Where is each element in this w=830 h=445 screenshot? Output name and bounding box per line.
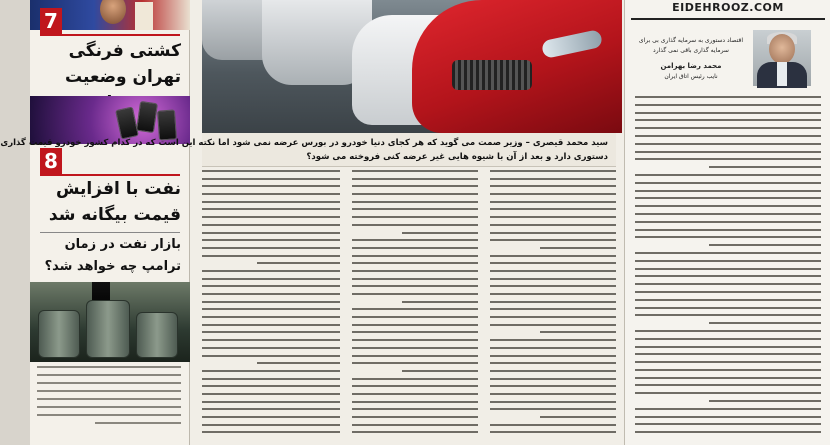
text-line <box>352 285 478 287</box>
text-line <box>202 224 340 226</box>
text-line <box>635 229 821 231</box>
text-line <box>202 378 340 380</box>
text-line <box>635 416 821 418</box>
text-line <box>352 255 478 257</box>
article-columns <box>202 170 616 445</box>
text-line <box>635 143 821 145</box>
text-line <box>37 398 181 400</box>
author-name: محمد رضا بهرامن <box>660 62 722 70</box>
headline-oil-price[interactable]: نفت با افزایش قیمت بیگانه شد <box>48 179 181 225</box>
text-line <box>352 216 478 218</box>
text-line <box>202 247 340 249</box>
wrestler-figure <box>100 0 126 24</box>
text-line <box>635 158 821 160</box>
text-line <box>352 262 478 264</box>
text-line <box>635 260 821 262</box>
text-line <box>635 330 821 332</box>
text-line <box>490 239 616 241</box>
text-line <box>490 393 616 395</box>
text-line <box>202 239 340 241</box>
text-line <box>635 423 821 425</box>
text-line <box>635 338 821 340</box>
text-line <box>635 119 821 121</box>
text-line <box>352 316 478 318</box>
text-line <box>635 190 821 192</box>
text-line <box>202 355 340 357</box>
text-line <box>352 178 478 180</box>
text-line <box>490 255 616 257</box>
text-line <box>37 374 181 376</box>
text-line <box>352 193 478 195</box>
text-line <box>635 291 821 293</box>
page-number-badge: 7 <box>40 8 62 34</box>
page-number-badge: 8 <box>40 148 62 174</box>
text-line <box>352 293 478 295</box>
oil-barrels-photo <box>30 282 190 362</box>
text-line <box>352 393 478 395</box>
text-line <box>352 239 478 241</box>
sidebar-body-text <box>37 366 181 430</box>
opinion-headline: اقتصاد دستوری به سرمایه گذاری بی برای سرمایه گذاری باقی نمی گذارد <box>638 37 744 54</box>
text-line <box>202 347 340 349</box>
text-line <box>490 208 616 210</box>
text-line <box>202 331 340 333</box>
photo-caption <box>0 133 616 167</box>
text-line <box>352 208 478 210</box>
text-line <box>352 201 478 203</box>
text-line <box>202 301 340 303</box>
text-line <box>635 205 821 207</box>
text-line <box>202 216 340 218</box>
text-line <box>490 193 616 195</box>
text-line <box>490 201 616 203</box>
text-line <box>635 307 821 309</box>
text-line <box>257 362 340 364</box>
text-line <box>635 197 821 199</box>
text-line <box>635 127 821 129</box>
text-line <box>352 424 478 426</box>
text-line <box>490 401 616 403</box>
text-line <box>635 408 821 410</box>
text-line <box>490 316 616 318</box>
text-line <box>202 170 340 172</box>
text-line <box>202 339 340 341</box>
text-line <box>352 308 478 310</box>
text-line <box>635 384 821 386</box>
text-line <box>635 112 821 114</box>
text-line <box>490 293 616 295</box>
text-line <box>635 346 821 348</box>
text-line <box>635 353 821 355</box>
text-line <box>202 416 340 418</box>
divider <box>40 232 180 233</box>
text-line <box>202 401 340 403</box>
text-line <box>635 361 821 363</box>
text-line <box>352 378 478 380</box>
text-line <box>635 104 821 106</box>
text-line <box>635 221 821 223</box>
text-line <box>635 213 821 215</box>
text-line <box>490 324 616 326</box>
coin-shape <box>136 101 158 133</box>
text-line <box>490 224 616 226</box>
text-line <box>202 408 340 410</box>
text-line <box>635 182 821 184</box>
text-line <box>635 236 821 238</box>
text-line <box>540 416 616 418</box>
text-line <box>709 322 821 324</box>
text-line <box>352 324 478 326</box>
barrel <box>136 312 178 358</box>
text-line <box>402 232 478 234</box>
article-column <box>352 170 478 445</box>
text-line <box>202 393 340 395</box>
text-line <box>202 308 340 310</box>
caption-line: دستوری دارد و بعد از آن با شیوه هایی غیر عرضه کنی فروخته می شود؟ <box>306 152 608 162</box>
text-line <box>635 377 821 379</box>
section-rule <box>40 34 180 36</box>
text-line <box>490 178 616 180</box>
text-line <box>202 193 340 195</box>
text-line <box>352 347 478 349</box>
text-line <box>635 314 821 316</box>
header-rule <box>631 18 825 20</box>
caption-line: سید محمد قیصری – وزیر صمت می گوید که هر کجای دنیا خودرو در بورس عرضه نمی شود اما نکته این است که در کدام کشور خودرو قیمت گذاری <box>0 138 608 148</box>
opinion-body-text <box>635 96 821 439</box>
article-column <box>202 170 340 445</box>
text-line <box>402 370 478 372</box>
text-line <box>635 275 821 277</box>
text-line <box>352 355 478 357</box>
text-line <box>709 166 821 168</box>
text-line <box>37 414 181 416</box>
text-line <box>490 385 616 387</box>
text-line <box>635 96 821 98</box>
text-line <box>635 431 821 433</box>
text-line <box>490 408 616 410</box>
text-line <box>635 283 821 285</box>
text-line <box>202 431 340 433</box>
text-line <box>202 255 340 257</box>
text-line <box>37 406 181 408</box>
author-byline <box>633 36 749 82</box>
text-line <box>490 308 616 310</box>
barrel <box>38 310 80 358</box>
text-line <box>635 151 821 153</box>
text-line <box>490 285 616 287</box>
text-line <box>202 278 340 280</box>
text-line <box>352 408 478 410</box>
text-line <box>202 316 340 318</box>
text-line <box>202 370 340 372</box>
text-line <box>490 347 616 349</box>
text-line <box>635 268 821 270</box>
text-line <box>490 339 616 341</box>
site-url[interactable]: EIDEHROOZ.COM <box>672 1 784 14</box>
text-line <box>202 178 340 180</box>
text-line <box>202 270 340 272</box>
headline-wrestling[interactable]: کشتی فرنگی تهران وضعیت <box>65 41 181 87</box>
opinion-column <box>624 0 830 445</box>
text-line <box>490 378 616 380</box>
text-line <box>202 324 340 326</box>
text-line <box>352 278 478 280</box>
text-line <box>352 331 478 333</box>
text-line <box>490 278 616 280</box>
shirt-shape <box>777 62 787 86</box>
text-line <box>202 293 340 295</box>
headline-oil-trump[interactable]: بازار نفت در زمان ترامپ چه خواهد شد؟ <box>44 237 181 274</box>
text-line <box>352 224 478 226</box>
text-line <box>352 185 478 187</box>
text-line <box>490 262 616 264</box>
text-line <box>202 208 340 210</box>
left-sidebar <box>30 0 190 445</box>
text-line <box>540 331 616 333</box>
text-line <box>352 247 478 249</box>
cars-photo <box>202 0 616 133</box>
text-line <box>352 431 478 433</box>
text-line <box>635 299 821 301</box>
text-line <box>490 185 616 187</box>
coin-shape <box>115 106 139 139</box>
author-title: نایب رئیس اتاق ایران <box>664 73 718 80</box>
text-line <box>635 392 821 394</box>
text-line <box>202 424 340 426</box>
text-line <box>352 170 478 172</box>
barrel <box>86 300 130 358</box>
text-line <box>635 135 821 137</box>
article-column <box>490 170 616 445</box>
text-line <box>490 270 616 272</box>
text-line <box>352 362 478 364</box>
text-line <box>490 355 616 357</box>
text-line <box>257 262 340 264</box>
text-line <box>402 301 478 303</box>
text-line <box>352 416 478 418</box>
text-line <box>540 247 616 249</box>
text-line <box>709 400 821 402</box>
text-line <box>352 339 478 341</box>
text-line <box>352 270 478 272</box>
text-line <box>490 216 616 218</box>
text-line <box>490 170 616 172</box>
text-line <box>352 401 478 403</box>
text-line <box>202 185 340 187</box>
text-line <box>202 285 340 287</box>
car-grille <box>452 60 532 90</box>
text-line <box>202 385 340 387</box>
text-line <box>709 244 821 246</box>
text-line <box>352 385 478 387</box>
text-line <box>635 174 821 176</box>
text-line <box>202 232 340 234</box>
text-line <box>635 369 821 371</box>
text-line <box>37 382 181 384</box>
text-line <box>37 390 181 392</box>
text-line <box>490 424 616 426</box>
head-shape <box>769 34 795 64</box>
text-line <box>95 422 181 424</box>
text-line <box>37 366 181 368</box>
text-line <box>490 232 616 234</box>
text-line <box>490 431 616 433</box>
wrestler-figure <box>135 2 153 30</box>
author-photo <box>753 30 811 86</box>
text-line <box>490 362 616 364</box>
text-line <box>490 370 616 372</box>
text-line <box>490 301 616 303</box>
text-line <box>202 201 340 203</box>
text-line <box>635 252 821 254</box>
